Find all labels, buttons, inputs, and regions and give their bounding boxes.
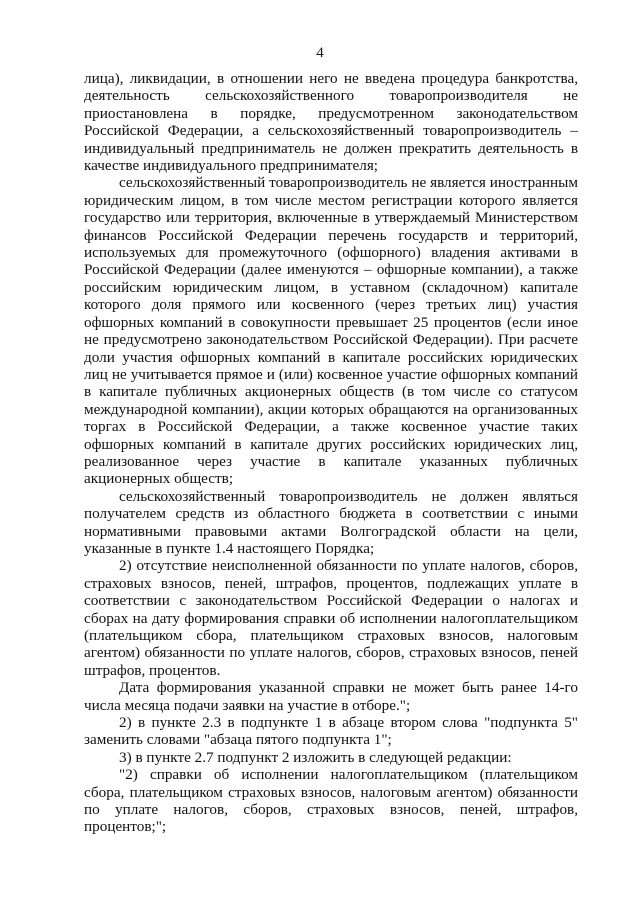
paragraph-amendment-2-7: 3) в пункте 2.7 подпункт 2 изложить в следующей редакции: — [119, 748, 512, 766]
paragraph-new-wording: "2) справки об исполнении налогоплательщиком (плательщиком сбора, плательщиком страховых взносов, налоговым агентом) обязанности по уплате налогов, сборов, страховых взносов, пеней, штрафов, процентов;"; — [84, 766, 578, 836]
paragraph-amendment-2-3: 2) в пункте 2.3 в подпункте 1 в абзаце втором слова "подпункта 5" заменить словами "абзаца пятого подпункта 1"; — [84, 714, 578, 749]
document-body — [84, 70, 578, 836]
paragraph-tax-obligation: 2) отсутствие неисполненной обязанности по уплате налогов, сборов, страховых взносов, пеней, штрафов, процентов, подлежащих уплате в соответствии с законодательством Российской Федерации о налогах и сборах на дату формирования справки об исполнении налогоплательщиком (плательщиком сбора, плательщиком страховых взносов, налоговым агентом) обязанности по уплате налогов, сборов, страховых взносов, пеней штрафов, процентов. — [84, 557, 578, 679]
paragraph-budget-requirement: сельскохозяйственный товаропроизводитель не должен являться получателем средств из областного бюджета в соответствии с иными нормативными правовыми актами Волгоградской области на цели, указанные в пункте 1.4 настоящего Порядка; — [84, 487, 578, 557]
paragraph-continuation: лица), ликвидации, в отношении него не введена процедура банкротства, деятельность сельскохозяйственного товаропроизводителя не приостановлена в порядке, предусмотренном законодательством Российской Федерации, а сельскохозяйственный товаропроизводитель – индивидуальный предприниматель не должен прекратить деятельность в качестве индивидуального предпринимателя; — [84, 70, 578, 175]
paragraph-certificate-date: Дата формирования указанной справки не может быть ранее 14-го числа месяца подачи заявки на участие в отборе."; — [84, 679, 578, 714]
paragraph-offshore-requirement: сельскохозяйственный товаропроизводитель не является иностранным юридическим лицом, в том числе местом регистрации которого является государство или территория, включенные в утверждаемый Министерством финансов Российской Федерации перечень государств и территорий, используемых для промежуточного (офшорного) владения активами в Российской Федерации (далее именуются – офшорные компании), а также российским юридическим лицом, в уставном (складочном) капитале которого доля прямого или косвенного (через третьих лиц) участия офшорных компаний в совокупности превышает 25 процентов (если иное не предусмотрено законодательством Российской Федерации). При расчете доли участия офшорных компаний в капитале российских юридических лиц не учитывается прямое и (или) косвенное участие офшорных компаний в капитале публичных акционерных обществ (в том числе со статусом международной компании), акции которых обращаются на организованных торгах в Российской Федерации, а также косвенное участие таких офшорных компаний в капитале других российских юридических лиц, реализованное через участие в капитале указанных публичных акционерных обществ; — [84, 174, 578, 488]
page-number: 4 — [316, 45, 324, 61]
